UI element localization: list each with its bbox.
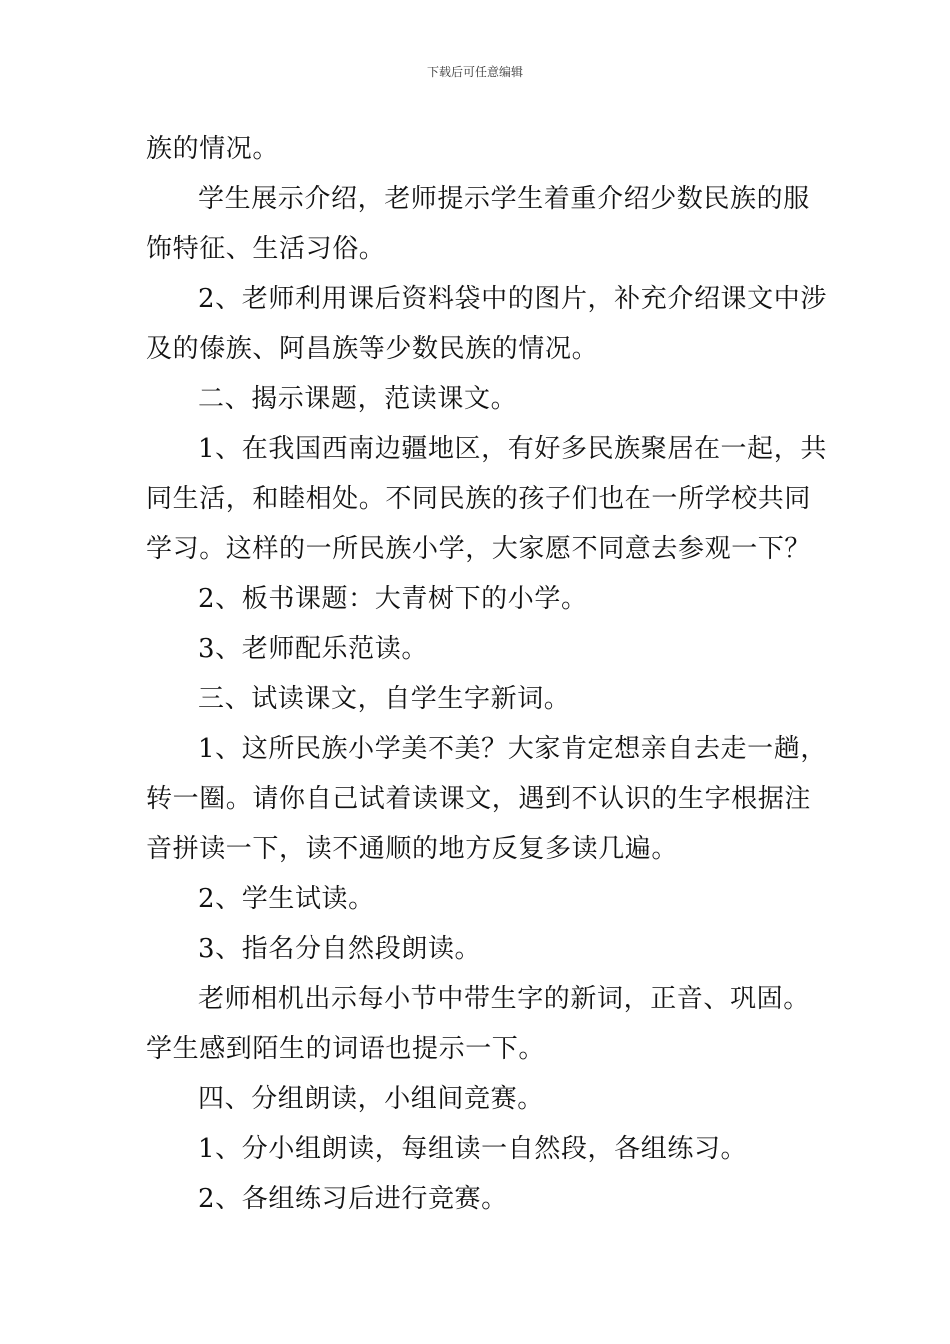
text-line: 学生展示介绍，老师提示学生着重介绍少数民族的服 [198,184,810,214]
text-line: 及的傣族、阿昌族等少数民族的情况。 [146,334,599,364]
text-line: 老师相机出示每小节中带生字的新词，正音、巩固。 [198,984,810,1014]
section-heading: 二、揭示课题，范读课文。 [198,384,518,414]
text-line: 族的情况。 [146,134,280,164]
text-line: 转一圈。请你自己试着读课文，遇到不认识的生字根据注 [146,784,812,814]
section-heading: 四、分组朗读，小组间竞赛。 [198,1084,544,1114]
text-line: 3、指名分自然段朗读。 [198,934,482,964]
page-header: 下载后可任意编辑 [426,65,523,79]
text-line: 同生活，和睦相处。不同民族的孩子们也在一所学校共同 [146,484,812,514]
text-line: 1、这所民族小学美不美？大家肯定想亲自去走一趟， [198,734,827,764]
text-line: 1、在我国西南边疆地区，有好多民族聚居在一起，共 [198,434,827,464]
text-line: 学习。这样的一所民族小学，大家愿不同意去参观一下？ [146,534,812,564]
text-line: 2、老师利用课后资料袋中的图片，补充介绍课文中涉 [198,284,827,314]
text-line: 2、学生试读。 [198,884,375,914]
text-line: 3、老师配乐范读。 [198,634,428,664]
text-line: 学生感到陌生的词语也提示一下。 [146,1034,546,1064]
document-body [146,124,827,1224]
text-line: 2、各组练习后进行竞赛。 [198,1184,508,1214]
text-line: 饰特征、生活习俗。 [146,234,386,264]
text-line: 1、分小组朗读，每组读一自然段，各组练习。 [198,1134,748,1164]
text-line: 2、板书课题：大青树下的小学。 [198,584,588,614]
text-line: 音拼读一下，读不通顺的地方反复多读几遍。 [146,834,679,864]
section-heading: 三、试读课文，自学生字新词。 [198,684,571,714]
